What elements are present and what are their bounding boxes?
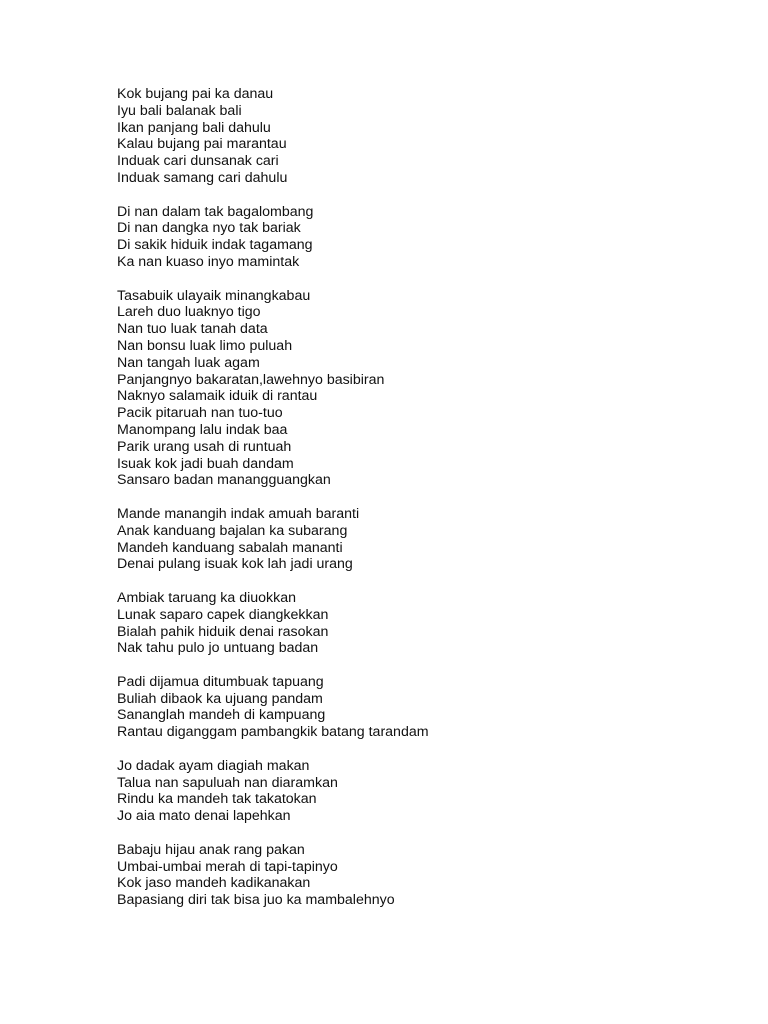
poem-line: Mande manangih indak amuah baranti — [117, 505, 360, 522]
poem-line: Induak samang cari dahulu — [117, 169, 288, 186]
poem-line: Isuak kok jadi buah dandam — [117, 455, 294, 472]
poem-line: Di nan dangka nyo tak bariak — [117, 220, 301, 237]
poem-line: Nan tangah luak agam — [117, 354, 260, 371]
poem-line: Nan tuo luak tanah data — [117, 321, 268, 338]
poem-line: Iyu bali balanak bali — [117, 102, 242, 119]
poem-line: Kalau bujang pai marantau — [117, 136, 287, 153]
poem-line: Di sakik hiduik indak tagamang — [117, 237, 313, 254]
poem-line: Di nan dalam tak bagalombang — [117, 203, 314, 220]
poem-line: Parik urang usah di runtuah — [117, 438, 292, 455]
poem-line: Babaju hijau anak rang pakan — [117, 841, 305, 858]
poem-line: Rantau diganggam pambangkik batang tarandam — [117, 724, 429, 741]
poem-line: Sananglah mandeh di kampuang — [117, 707, 326, 724]
poem-line: Ka nan kuaso inyo mamintak — [117, 253, 300, 270]
poem-line: Lunak saparo capek diangkekkan — [117, 606, 329, 623]
stanza — [117, 506, 717, 573]
poem-line: Ambiak taruang ka diuokkan — [117, 589, 297, 606]
poem-line: Nak tahu pulo jo untuang badan — [117, 640, 319, 657]
stanza — [117, 204, 717, 271]
stanza — [117, 842, 717, 909]
poem-line: Talua nan sapuluah nan diaramkan — [117, 774, 338, 791]
poem-line: Rindu ka mandeh tak takatokan — [117, 791, 317, 808]
poem-line: Mandeh kanduang sabalah mananti — [117, 539, 343, 556]
stanza — [117, 288, 717, 490]
poem-line: Nan bonsu luak limo puluah — [117, 337, 293, 354]
poem-line: Kok jaso mandeh kadikanakan — [117, 875, 311, 892]
poem-line: Panjangnyo bakaratan,lawehnyo basibiran — [117, 371, 385, 388]
poem-line: Ikan panjang bali dahulu — [117, 119, 271, 136]
poem-line: Induak cari dunsanak cari — [117, 153, 279, 170]
poem-text — [117, 86, 717, 926]
poem-line: Naknyo salamaik iduik di rantau — [117, 388, 318, 405]
poem-line: Pacik pitaruah nan tuo-tuo — [117, 405, 283, 422]
poem-line: Sansaro badan manangguangkan — [117, 472, 331, 489]
poem-line: Tasabuik ulayaik minangkabau — [117, 287, 311, 304]
poem-line: Jo dadak ayam diagiah makan — [117, 757, 310, 774]
poem-line: Bapasiang diri tak bisa juo ka mambalehnyo — [117, 892, 395, 909]
stanza — [117, 674, 717, 741]
poem-line: Buliah dibaok ka ujuang pandam — [117, 690, 323, 707]
poem-line: Lareh duo luaknyo tigo — [117, 304, 261, 321]
poem-line: Kok bujang pai ka danau — [117, 86, 274, 102]
stanza — [117, 86, 717, 187]
stanza — [117, 758, 717, 825]
stanza — [117, 590, 717, 657]
poem-line: Padi dijamua ditumbuak tapuang — [117, 673, 324, 690]
poem-line: Denai pulang isuak kok lah jadi urang — [117, 556, 353, 573]
poem-line: Anak kanduang bajalan ka subarang — [117, 522, 348, 539]
poem-line: Bialah pahik hiduik denai rasokan — [117, 623, 329, 640]
poem-line: Jo aia mato denai lapehkan — [117, 808, 291, 825]
poem-line: Umbai-umbai merah di tapi-tapinyo — [117, 858, 338, 875]
poem-line: Manompang lalu indak baa — [117, 421, 288, 438]
